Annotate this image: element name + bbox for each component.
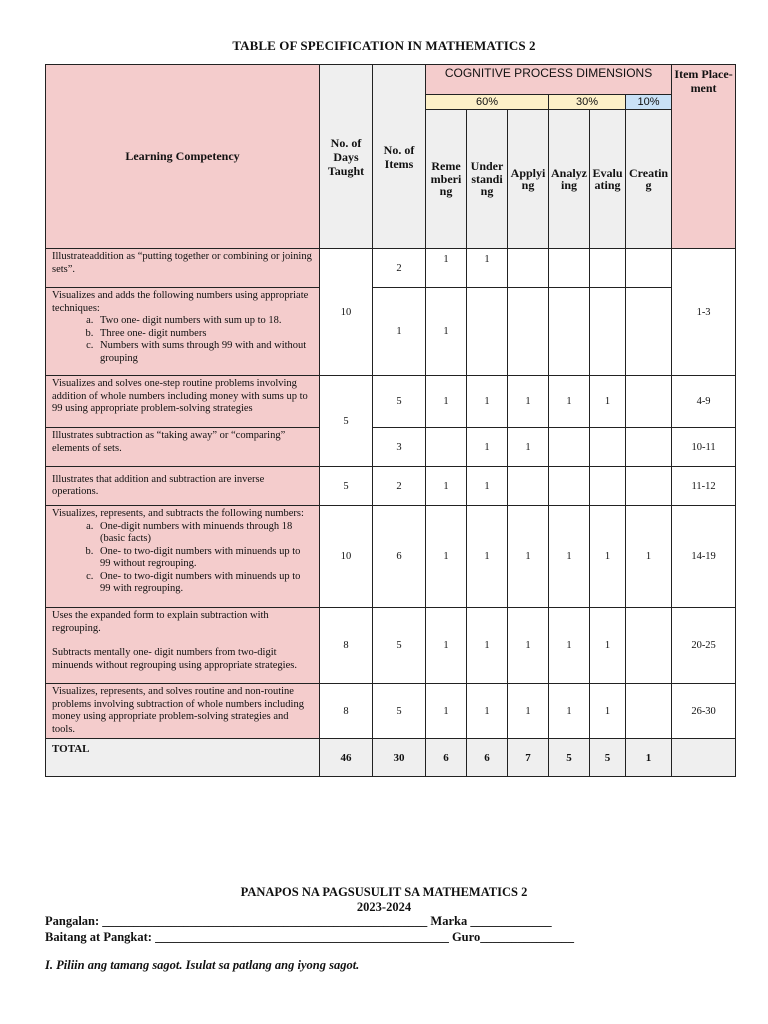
list-item: b. Three one- digit numbers — [96, 328, 313, 341]
list-item: a. One-digit numbers with minuends through 18 (basic facts) — [96, 521, 313, 546]
competency-text: Uses the expanded form to explain subtraction with regrouping. — [52, 610, 269, 634]
list-item: c. Numbers with sums through 99 with and without grouping — [96, 340, 313, 365]
analyzing-cell — [549, 467, 590, 506]
competency-text: Visualizes, represents, and subtracts the following numbers: — [52, 508, 304, 519]
header-cognitive-dimensions: COGNITIVE PROCESS DIMENSIONS — [426, 65, 672, 95]
understanding-cell: 1 — [467, 608, 508, 684]
exam-title: PANAPOS NA PAGSUSULIT SA MATHEMATICS 2 — [240, 885, 528, 899]
applying-cell: 1 — [508, 376, 549, 428]
applying-cell: 1 — [508, 608, 549, 684]
header-row-1 — [46, 65, 736, 95]
name-line: Pangalan: ____________________________________________________ Marka _____________ — [45, 914, 552, 928]
list-item: a. Two one- digit numbers with sum up to 18. — [96, 315, 313, 328]
total-evaluating: 5 — [590, 739, 626, 777]
competency-cell: Visualizes and solves one-step routine problems involving addition of whole numbers including money with sums up to 99 using appropriate problem-solving strategies — [46, 376, 320, 428]
competency-cell: Illustrates that addition and subtraction are inverse operations. — [46, 467, 320, 506]
section-line: Baitang at Pangkat: _______________________________________________ Guro_______________ — [45, 930, 574, 944]
understanding-cell: 1 — [467, 506, 508, 608]
placement-cell: 14-19 — [672, 506, 736, 608]
specification-table — [45, 64, 736, 777]
instruction-text: I. Piliin ang tamang sagot. Isulat sa patlang ang iyong sagot. — [45, 958, 360, 972]
evaluating-cell — [590, 288, 626, 376]
header-pct-30: 30% — [549, 95, 626, 110]
header-analyzing: Analyzing — [549, 110, 590, 249]
creating-cell — [626, 684, 672, 739]
creating-cell — [626, 608, 672, 684]
items-cell: 5 — [373, 608, 426, 684]
remembering-cell: 1 — [426, 608, 467, 684]
table-row — [46, 608, 736, 684]
items-cell: 1 — [373, 288, 426, 376]
competency-cell: Visualizes, represents, and solves routine and non-routine problems involving subtraction of whole numbers including money using appropriate problem-solving strategies and tools. — [46, 684, 320, 739]
placement-cell: 11-12 — [672, 467, 736, 506]
table-row — [46, 249, 736, 288]
creating-cell — [626, 376, 672, 428]
total-placement — [672, 739, 736, 777]
header-learning-competency: Learning Competency — [46, 65, 320, 249]
days-cell: 5 — [320, 467, 373, 506]
evaluating-cell: 1 — [590, 506, 626, 608]
creating-cell — [626, 467, 672, 506]
days-cell: 10 — [320, 506, 373, 608]
applying-cell — [508, 288, 549, 376]
creating-cell — [626, 288, 672, 376]
remembering-cell: 1 — [426, 249, 467, 288]
competency-cell — [46, 608, 320, 684]
evaluating-cell: 1 — [590, 684, 626, 739]
evaluating-cell: 1 — [590, 608, 626, 684]
placement-cell: 26-30 — [672, 684, 736, 739]
days-cell: 10 — [320, 249, 373, 376]
table-row — [46, 506, 736, 608]
evaluating-cell — [590, 428, 626, 467]
total-understanding: 6 — [467, 739, 508, 777]
table-row — [46, 376, 736, 428]
total-items: 30 — [373, 739, 426, 777]
header-pct-10: 10% — [626, 95, 672, 110]
total-applying: 7 — [508, 739, 549, 777]
creating-cell — [626, 249, 672, 288]
creating-cell: 1 — [626, 506, 672, 608]
table-row — [46, 684, 736, 739]
table-row — [46, 467, 736, 506]
items-cell: 2 — [373, 467, 426, 506]
header-creating: Creating — [626, 110, 672, 249]
items-cell: 2 — [373, 249, 426, 288]
remembering-cell: 1 — [426, 506, 467, 608]
remembering-cell: 1 — [426, 684, 467, 739]
total-row — [46, 739, 736, 777]
school-year: 2023-2024 — [356, 900, 412, 914]
placement-cell: 10-11 — [672, 428, 736, 467]
exam-header — [0, 885, 768, 915]
applying-cell — [508, 249, 549, 288]
table-row — [46, 428, 736, 467]
header-evaluating: Evaluating — [590, 110, 626, 249]
header-remembering: Remembering — [426, 110, 467, 249]
competency-list — [52, 315, 313, 365]
items-cell: 3 — [373, 428, 426, 467]
list-item: c. One- to two-digit numbers with minuends up to 99 with regrouping. — [96, 571, 313, 596]
remembering-cell: 1 — [426, 288, 467, 376]
table-row — [46, 288, 736, 376]
days-cell: 8 — [320, 608, 373, 684]
analyzing-cell: 1 — [549, 684, 590, 739]
understanding-cell — [467, 288, 508, 376]
total-label: TOTAL — [46, 739, 320, 777]
understanding-cell: 1 — [467, 249, 508, 288]
analyzing-cell — [549, 249, 590, 288]
evaluating-cell — [590, 249, 626, 288]
header-pct-60: 60% — [426, 95, 549, 110]
items-cell: 5 — [373, 684, 426, 739]
competency-text: Visualizes and adds the following numbers using appropriate techniques: — [52, 290, 309, 314]
total-remembering: 6 — [426, 739, 467, 777]
header-days-taught: No. of Days Taught — [320, 65, 373, 249]
analyzing-cell — [549, 428, 590, 467]
analyzing-cell: 1 — [549, 376, 590, 428]
page-title: TABLE OF SPECIFICATION IN MATHEMATICS 2 — [232, 38, 536, 53]
applying-cell: 1 — [508, 684, 549, 739]
analyzing-cell — [549, 288, 590, 376]
total-creating: 1 — [626, 739, 672, 777]
header-understanding: Understanding — [467, 110, 508, 249]
analyzing-cell: 1 — [549, 506, 590, 608]
total-days: 46 — [320, 739, 373, 777]
competency-cell: Illustrateaddition as “putting together or combining or joining sets”. — [46, 249, 320, 288]
evaluating-cell: 1 — [590, 376, 626, 428]
placement-cell: 1-3 — [672, 249, 736, 376]
evaluating-cell — [590, 467, 626, 506]
list-item: b. One- to two-digit numbers with minuends up to 99 without regrouping. — [96, 546, 313, 571]
days-cell: 8 — [320, 684, 373, 739]
remembering-cell — [426, 428, 467, 467]
competency-cell — [46, 506, 320, 608]
understanding-cell: 1 — [467, 376, 508, 428]
remembering-cell: 1 — [426, 376, 467, 428]
competency-cell: Illustrates subtraction as “taking away” or “comparing” elements of sets. — [46, 428, 320, 467]
understanding-cell: 1 — [467, 684, 508, 739]
header-item-placement: Item Place-ment — [672, 65, 736, 249]
header-no-items: No. of Items — [373, 65, 426, 249]
days-cell: 5 — [320, 376, 373, 467]
items-cell: 6 — [373, 506, 426, 608]
header-applying: Applying — [508, 110, 549, 249]
applying-cell — [508, 467, 549, 506]
creating-cell — [626, 428, 672, 467]
understanding-cell: 1 — [467, 428, 508, 467]
analyzing-cell: 1 — [549, 608, 590, 684]
competency-text: Subtracts mentally one- digit numbers from two-digit minuends without regrouping using appropriate strategies. — [52, 647, 297, 671]
competency-list — [52, 521, 313, 596]
understanding-cell: 1 — [467, 467, 508, 506]
remembering-cell: 1 — [426, 467, 467, 506]
applying-cell: 1 — [508, 506, 549, 608]
items-cell: 5 — [373, 376, 426, 428]
placement-cell: 20-25 — [672, 608, 736, 684]
placement-cell: 4-9 — [672, 376, 736, 428]
total-analyzing: 5 — [549, 739, 590, 777]
applying-cell: 1 — [508, 428, 549, 467]
competency-cell — [46, 288, 320, 376]
